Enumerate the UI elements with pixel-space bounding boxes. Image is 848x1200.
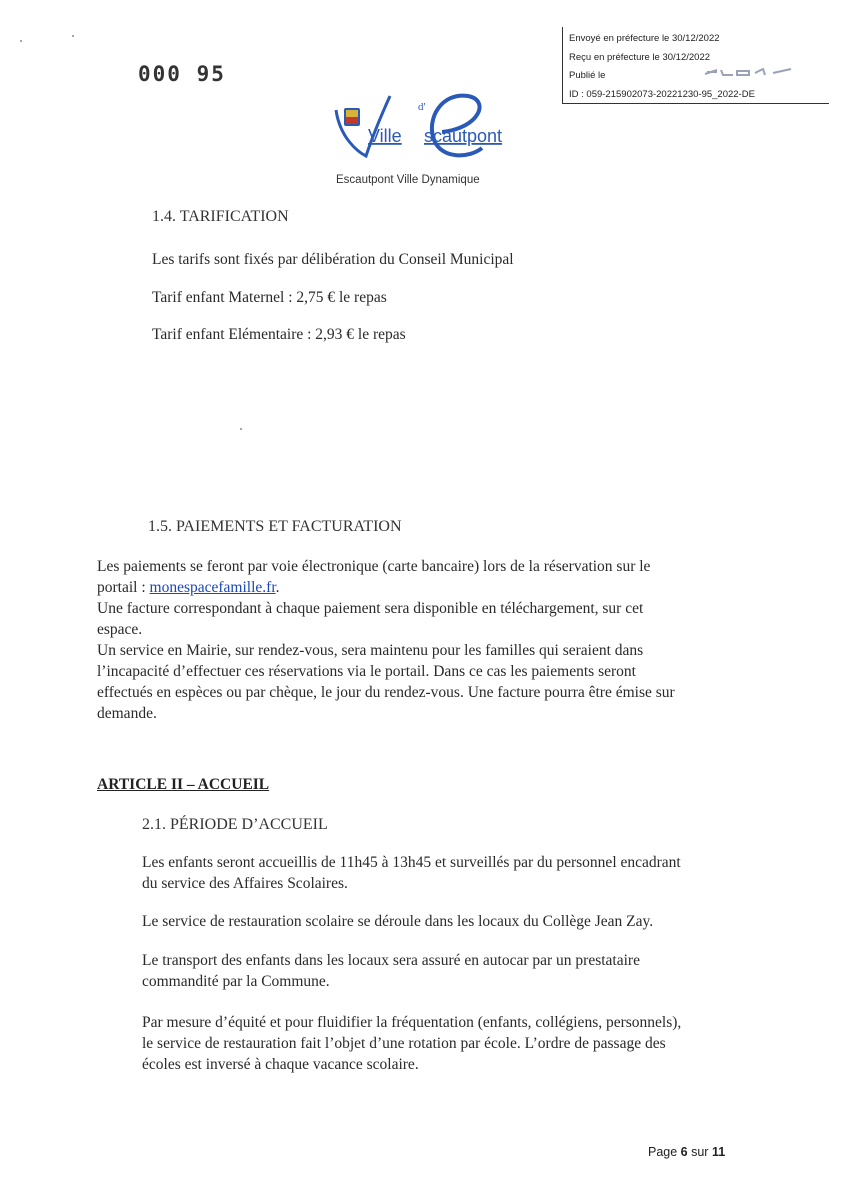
page-current: 6 — [680, 1145, 688, 1159]
page-total: 11 — [711, 1145, 726, 1159]
text-line: demande. — [97, 705, 157, 722]
text-line: commandité par la Commune. — [142, 973, 330, 990]
stamp-id: ID : 059-215902073-20221230-95_2022-DE — [569, 89, 755, 100]
tarif-elementaire: Tarif enfant Elémentaire : 2,93 € le repas — [152, 326, 406, 343]
stamp-published: Publié le — [569, 70, 606, 81]
text-span: . — [275, 579, 280, 596]
text-line: Par mesure d’équité et pour fluidifier la fréquentation (enfants, collégiens, personnels), — [142, 1014, 682, 1031]
town-logo — [330, 88, 515, 168]
section-1-5-title: 1.5. PAIEMENTS ET FACTURATION — [148, 518, 402, 535]
svg-text:d': d' — [418, 101, 426, 113]
text-line: Les paiements se feront par voie électronique (carte bancaire) lors de la réservation sur le — [97, 558, 651, 575]
stamp-sent: Envoyé en préfecture le 30/12/2022 — [569, 33, 720, 44]
tarif-intro: Les tarifs sont fixés par délibération du Conseil Municipal — [152, 251, 514, 268]
text-line: espace. — [97, 621, 143, 638]
page-mid: sur — [687, 1145, 712, 1159]
coat-of-arms-icon — [344, 108, 360, 126]
scan-speck — [72, 35, 74, 37]
page-number — [648, 1145, 725, 1159]
tarif-maternel: Tarif enfant Maternel : 2,75 € le repas — [152, 289, 387, 306]
text-line: le service de restauration fait l’objet d’une rotation par école. L’ordre de passage des — [142, 1035, 666, 1052]
svg-text:Ville: Ville — [368, 126, 402, 146]
text-line — [97, 577, 747, 598]
page-prefix: Page — [648, 1145, 681, 1159]
accueil-paragraph-4 — [142, 1012, 742, 1075]
text-line: l’incapacité d’effectuer ces réservations via le portail. Dans ce cas les paiements seront — [97, 663, 636, 680]
text-span: portail : — [97, 579, 150, 596]
document-number: 000 95 — [138, 62, 226, 86]
scan-speck — [240, 428, 242, 430]
prefecture-stamp — [562, 27, 829, 104]
text-line: effectués en espèces ou par chèque, le jour du rendez-vous. Une facture pourra être émise sur — [97, 684, 675, 701]
text-line: Les enfants seront accueillis de 11h45 à 13h45 et surveillés par du personnel encadrant — [142, 854, 681, 871]
stamp-received: Reçu en préfecture le 30/12/2022 — [569, 52, 711, 63]
payment-paragraph — [97, 556, 747, 724]
scan-speck — [20, 40, 22, 42]
accueil-paragraph-3 — [142, 950, 742, 992]
article-2-title: ARTICLE II – ACCUEIL — [97, 776, 270, 793]
portal-link[interactable]: monespacefamille.fr — [149, 579, 276, 596]
text-line: Une facture correspondant à chaque paiement sera disponible en téléchargement, sur cet — [97, 600, 644, 617]
tagline: Escautpont Ville Dynamique — [336, 174, 480, 186]
text-line: du service des Affaires Scolaires. — [142, 875, 348, 892]
section-1-4-title: 1.4. TARIFICATION — [152, 208, 289, 225]
text-line: Le transport des enfants dans les locaux sera assuré en autocar par un prestataire — [142, 952, 640, 969]
stamp-signature — [703, 65, 793, 79]
section-2-1-title: 2.1. PÉRIODE D’ACCUEIL — [142, 816, 328, 833]
text-line: écoles est inversé à chaque vacance scolaire. — [142, 1056, 419, 1073]
text-line: Un service en Mairie, sur rendez-vous, sera maintenu pour les familles qui seraient dans — [97, 642, 644, 659]
svg-text:scautpont: scautpont — [424, 126, 503, 146]
accueil-paragraph-2: Le service de restauration scolaire se déroule dans les locaux du Collège Jean Zay. — [142, 913, 654, 930]
accueil-paragraph-1 — [142, 852, 742, 894]
